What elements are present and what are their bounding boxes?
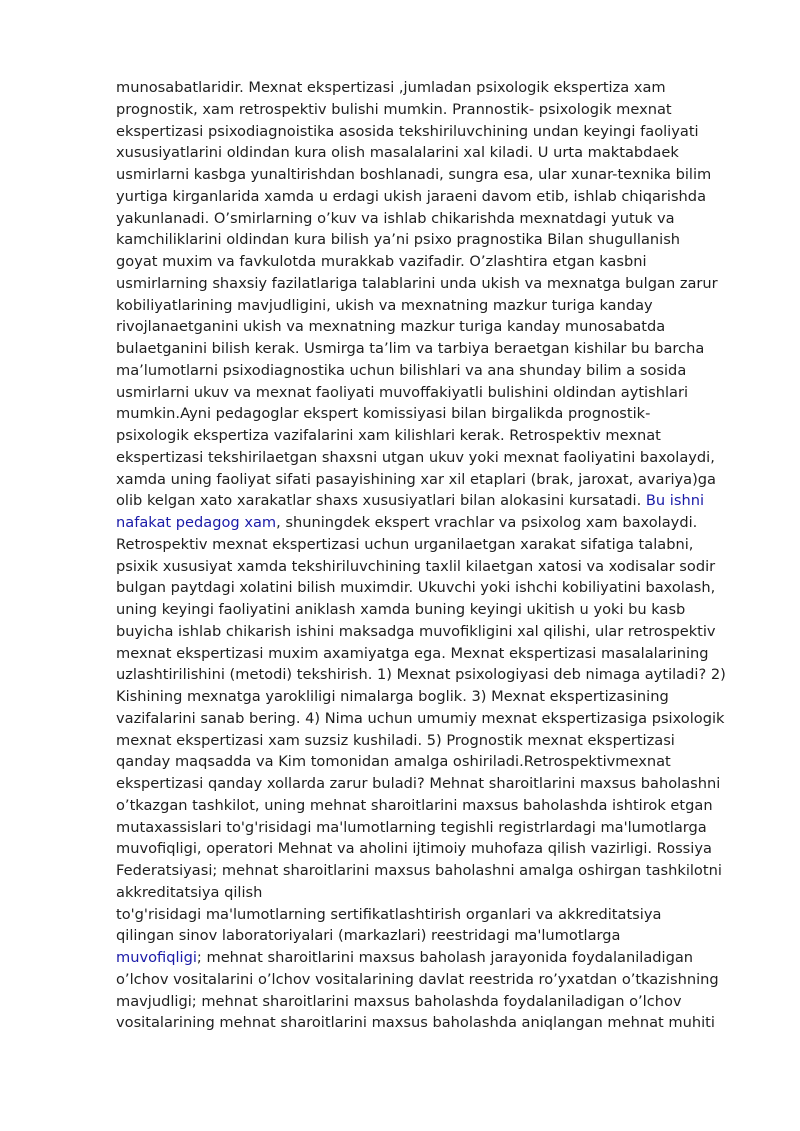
text-line: ekspertizasi qanday xollarda zarur buladi? Mehnat sharoitlarini maxsus baholashni	[116, 775, 721, 792]
text-line: mexnat ekspertizasi muxim axamiyatga ega. Mexnat ekspertizasi masalalarining	[116, 644, 709, 662]
text-line: bulgan paytdagi xolatini bilish muximdir. Ukuvchi yoki ishchi kobiliyatini baxolash,	[116, 579, 716, 597]
text-line: mavjudligi; mehnat sharoitlarini maxsus baholashda foydalaniladigan o’lchov	[116, 992, 682, 1010]
text-line	[116, 947, 748, 969]
link-nafakat-pedagog-xam[interactable]: nafakat pedagog xam	[116, 514, 277, 531]
text-line: psixologik ekspertiza vazifalarini xam kilishlari kerak. Retrospektiv mexnat	[116, 427, 661, 444]
text-line	[116, 512, 748, 534]
link-bu-ishni[interactable]: Bu ishni	[645, 492, 705, 510]
line-text: , shuningdek ekspert vrachlar va psixolog xam baxolaydi.	[276, 514, 698, 531]
text-line: munosabatlaridir. Mexnat ekspertizasi ,jumladan psixologik ekspertiza xam	[116, 79, 666, 96]
text-line: ekspertizasi psixodiagnoistika asosida tekshiriluvchining undan keyingi faoliyati	[116, 122, 699, 140]
text-line: qilingan sinov laboratoriyalari (markazlari) reestridagi ma'lumotlarga	[116, 927, 621, 945]
text-line: uzlashtirilishini (metodi) tekshirish. 1) Mexnat psixologiyasi deb nimaga aytiladi? 2)	[116, 666, 726, 684]
text-line: usmirlarni kasbga yunaltirishdan boshlanadi, sungra esa, ular xunar-texnika bilim	[116, 166, 712, 183]
text-line: mumkin.Ayni pedagoglar ekspert komissiyasi bilan birgalikda prognostik-	[116, 405, 651, 423]
text-line: to'g'risidagi ma'lumotlarning sertifikatlashtirish organlari va akkreditatsiya	[116, 905, 662, 923]
text-line: o’tkazgan tashkilot, uning mehnat sharoitlarini maxsus baholashda ishtirok etgan	[116, 796, 713, 814]
text-line: bulaetganini bilish kerak. Usmirga ta’lim va tarbiya beraetgan kishilar bu barcha	[116, 340, 705, 357]
text-line: vositalarining mehnat sharoitlarini maxsus baholashda aniqlangan mehnat muhiti	[116, 1014, 715, 1032]
line-text: olib kelgan xato xarakatlar shaxs xususiyatlari bilan alokasini kursatadi.	[116, 492, 646, 510]
text-line	[116, 490, 748, 512]
text-line: xususiyatlarini oldindan kura olish masalalarini xal kiladi. U urta maktabdaek	[116, 144, 679, 162]
text-line: rivojlanaetganini ukish va mexnatning mazkur turiga kanday munosabatda	[116, 318, 666, 336]
text-line: mexnat ekspertizasi xam suzsiz kushiladi. 5) Prognostik mexnat ekspertizasi	[116, 731, 675, 749]
text-line: xamda uning faoliyat sifati pasayishining xar xil etaplari (brak, jaroxat, avariya)ga	[116, 470, 716, 488]
text-line: Federatsiyasi; mehnat sharoitlarini maxsus baholashni amalga oshirgan tashkilotni	[116, 862, 722, 879]
text-line: kamchiliklarini oldindan kura bilish ya’ni psixo pragnostika Bilan shugullanish	[116, 231, 681, 249]
document-body	[116, 77, 748, 1034]
text-line: buyicha ishlab chikarish ishini maksadga muvofikligini xal qilishi, ular retrospektiv	[116, 622, 716, 640]
text-line: yurtiga kirganlarida xamda u erdagi ukish jaraeni davom etib, ishlab chiqarishda	[116, 187, 707, 205]
text-line: vazifalarini sanab bering. 4) Nima uchun umumiy mexnat ekspertizasiga psixologik	[116, 709, 725, 727]
text-line: Retrospektiv mexnat ekspertizasi uchun urganilaetgan xarakat sifatiga talabni,	[116, 535, 694, 553]
text-line: muvofiqligi, operatori Mehnat va aholini ijtimoiy muhofaza qilish vazirligi. Rossiya	[116, 840, 712, 858]
text-line: Kishining mexnatga yarokliligi nimalarga boglik. 3) Mexnat ekspertizasining	[116, 688, 669, 705]
text-line: mutaxassislari to'g'risidagi ma'lumotlarning tegishli registrlardagi ma'lumotlarga	[116, 818, 707, 836]
text-line: ekspertizasi tekshirilaetgan shaxsni utgan ukuv yoki mexnat faoliyatini baxolaydi,	[116, 448, 715, 466]
link-muvofiqligi[interactable]: muvofiqligi	[116, 949, 197, 966]
text-line: o’lchov vositalarini o’lchov vositalarining davlat reestrida ro’yxatdan o’tkazishning	[116, 970, 719, 988]
text-line: goyat muxim va favkulotda murakkab vazifadir. O’zlashtira etgan kasbni	[116, 253, 647, 270]
text-line: psixik xususiyat xamda tekshiriluvchining taxlil kilaetgan xatosi va xodisalar sodir	[116, 557, 716, 575]
text-line: prognostik, xam retrospektiv bulishi mumkin. Prannostik- psixologik mexnat	[116, 100, 672, 118]
text-line: yakunlanadi. O’smirlarning o’kuv va ishlab chikarishda mexnatdagi yutuk va	[116, 209, 675, 227]
text-line: kobiliyatlarining mavjudligini, ukish va mexnatning mazkur turiga kanday	[116, 296, 653, 314]
text-line: usmirlarni ukuv va mexnat faoliyati muvoffakiyatli bulishini oldindan aytishlari	[116, 383, 689, 401]
text-line: usmirlarning shaxsiy fazilatlariga talablarini unda ukish va mexnatga bulgan zarur	[116, 274, 718, 292]
text-line: ma’lumotlarni psixodiagnostika uchun bilishlari va ana shunday bilim a sosida	[116, 361, 687, 379]
text-line: uning keyingi faoliyatini aniklash xamda buning keyingi ukitish u yoki bu kasb	[116, 601, 686, 618]
text-line: qanday maqsadda va Kim tomonidan amalga oshiriladi.Retrospektivmexnat	[116, 753, 671, 771]
text-line: akkreditatsiya qilish	[116, 883, 263, 901]
line-text: ; mehnat sharoitlarini maxsus baholash jarayonida foydalaniladigan	[196, 949, 694, 966]
